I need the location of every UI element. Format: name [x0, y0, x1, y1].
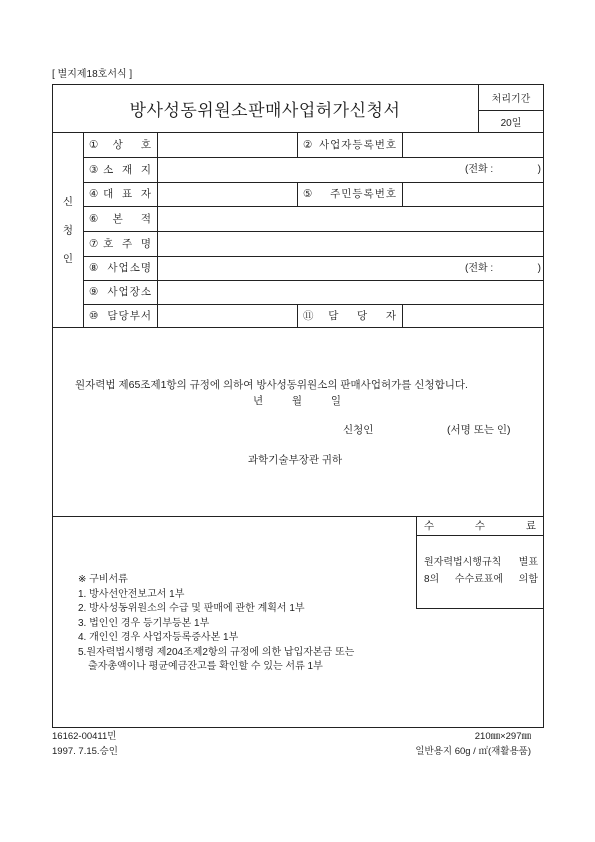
declaration-applicant-label: 신청인: [343, 424, 374, 436]
form-title-cell: [52, 84, 478, 132]
fee-description: [424, 554, 538, 588]
household-head-label: ⑦호 주 명: [89, 238, 152, 250]
fee-header: 수 수 료: [424, 520, 536, 532]
footer-paper-size: 210㎜×297㎜: [474, 731, 531, 742]
required-document-item-continuation: 출자총액이나 평균예금잔고를 확인할 수 있는 서류 1부: [88, 661, 323, 672]
addressee: 과학기술부장관 귀하: [248, 454, 343, 466]
applicant-section-label: 신청인: [61, 196, 74, 282]
required-documents-heading: ※ 구비서류: [78, 574, 128, 585]
required-document-item: 1. 방사선안전보고서 1부: [78, 588, 185, 600]
representative-field: [158, 183, 297, 206]
fee-description-line: 원자력법시행규칙 별표: [424, 557, 538, 568]
footer-approval: 1997. 7.15.승인: [52, 746, 118, 757]
required-document-item: 3. 법인인 경우 등기부등본 1부: [78, 617, 210, 629]
footer-form-id: 16162-00411민: [52, 731, 117, 742]
business-registration-no-field: [403, 133, 543, 157]
domicile-label: ⑥본 적: [89, 213, 152, 225]
business-name-field: [158, 133, 297, 157]
declaration-statement: 원자력법 제65조제1항의 규정에 의하여 방사성동위원소의 판매사업허가를 신청합니다.: [75, 379, 468, 391]
table-rule: [416, 608, 544, 609]
domicile-field: [158, 207, 543, 231]
department-label: ⑩담당부서: [89, 310, 152, 322]
resident-registration-no-field: [403, 183, 543, 206]
required-document-item: 4. 개인인 경우 사업자등록증사본 1부: [78, 632, 239, 643]
representative-label: ④대 표 자: [89, 188, 152, 200]
person-in-charge-field: [403, 305, 543, 327]
form-code: [ 별지제18호서식 ]: [52, 69, 133, 80]
table-rule: [52, 327, 544, 328]
declaration-date: 년 월 일: [253, 395, 341, 407]
table-rule: [416, 535, 544, 536]
office-name-label: ⑧사업소명: [89, 262, 152, 274]
person-in-charge-label: ⑪담 당 자: [303, 310, 397, 322]
processing-period-value-cell: [479, 111, 543, 132]
office-phone-label: (전화 : ): [465, 263, 541, 274]
processing-period-label: 처리기간: [491, 93, 531, 105]
workplace-field: [158, 281, 543, 304]
fee-description-line: 8의 수수료표에 의함: [424, 574, 538, 585]
household-head-field: [158, 232, 543, 256]
processing-period-value: 20일: [500, 118, 522, 129]
business-registration-no-label: ②사업자등록번호: [303, 139, 397, 151]
location-label: ③소 재 지: [89, 164, 152, 176]
required-document-item: 5.원자력법시행령 제204조제2항의 규정에 의한 납입자본금 또는: [78, 646, 355, 658]
form-title: 방사성동위원소판매사업허가신청서: [129, 100, 401, 120]
processing-period-label-cell: [479, 84, 543, 110]
business-name-label: ①상 호: [89, 139, 152, 151]
required-document-item: 2. 방사성동위원소의 수급 및 판매에 관한 계획서 1부: [78, 603, 305, 614]
required-documents: [78, 573, 414, 675]
workplace-label: ⑨사업장소: [89, 286, 152, 298]
footer-paper-type: 일반용지 60g / ㎡(재활용품): [415, 746, 531, 757]
location-phone-label: (전화 : ): [465, 164, 541, 175]
applicant-section-cell: [53, 133, 83, 327]
signature-note: (서명 또는 인): [447, 424, 511, 436]
department-field: [158, 305, 297, 327]
resident-registration-no-label: ⑤주민등록번호: [303, 188, 397, 200]
